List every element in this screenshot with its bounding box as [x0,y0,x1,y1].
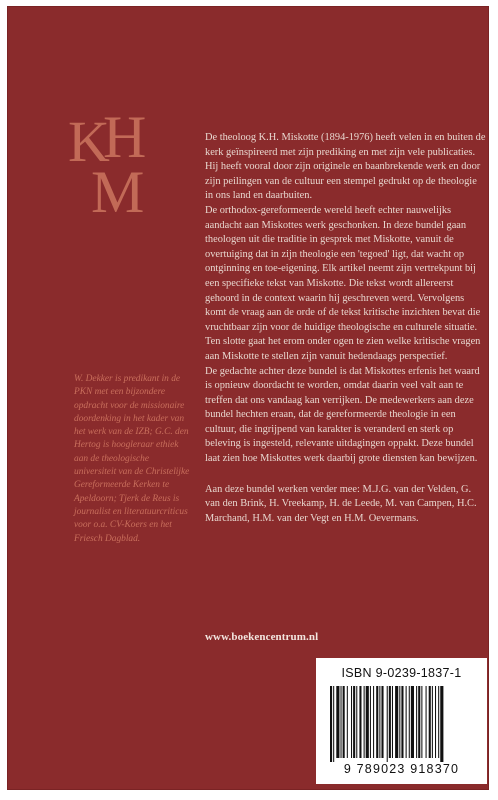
isbn-label: ISBN 9-0239-1837-1 [341,666,462,680]
barcode-digits: 9 789023 918370 [343,762,460,776]
blurb-paragraph-2: De orthodox-gereformeerde wereld heeft echter nauwelijks aandacht aan Miskottes werk geschonken. In deze bundel gaan theologen uit die traditie in gesprek met Miskotte, vanuit de overtuiging dat in zijn theologie een 'tegoed' ligt, dat wacht op ontginning en toe-eigening. Elk artikel neemt zijn vertrekpunt bij een specifieke tekst van Miskotte. Die tekst wordt allereerst gehoord in de context waarin hij geschreven werd. Vervolgens komt de vraag aan de orde of de tekst kritische inzichten bevat die vruchtbaar zijn voor de huidige theologische en culturele situatie. Ten slotte gaat het erom onder ogen te zien welke kritische vragen aan Miskotte te stellen zijn vanuit hedendaags perspectief. [205,204,481,362]
author-info [74,373,192,546]
publisher-website: www.boekencentrum.nl [205,631,319,643]
monogram-letter-h: H [103,104,147,170]
contributors-paragraph: Aan deze bundel werken verder mee: M.J.G. van der Velden, G. van den Brink, H. Vreekamp, H. de Leede, M. van Campen, H.C. Marchand, H.M. van der Vegt en H.M. Oevermans. [205,483,477,524]
barcode-icon [328,686,476,762]
blurb-paragraph-3: De gedachte achter deze bundel is dat Miskottes erfenis het waard is opnieuw doordacht te worden, omdat daarin veel valt aan te treffen dat ons vandaag kan verrijken. De medewerkers aan deze bundel hechten eraan, dat de gereformeerde theologie in een cultuur, die ingrijpend van karakter is veranderd en sterk op beleving is ingesteld, relevante uitdagingen oppakt. Deze bundel laat zien hoe Miskottes werk daarbij grote diensten kan bewijzen. [205,365,480,465]
blurb-paragraph-1: De theoloog K.H. Miskotte (1894-1976) heeft velen in en buiten de kerk geïnspireerd met zijn prediking en met zijn vele publicaties. Hij heeft vooral door zijn originele en baanbrekende werk en door zijn peilingen van de cultuur een stempel gedrukt op de theologie in ons land en daarbuiten. [205,132,486,202]
monogram-letter-k: K [68,109,110,174]
blurb-text [205,131,487,526]
author-info-text: W. Dekker is predikant in de PKN met een bijzondere opdracht voor de missionaire doordenking in het kader van het werk van de IZB; G.C. den Hertog is hoogleraar ethiek aan de theologische universiteit van de Christelijke Gereformeerde Kerken te Apeldoorn; Tjerk de Reus is journalist en literatuurcriticus voor o.a. CV-Koers en het Friesch Dagblad. [74,374,190,544]
monogram-letter-m: M [91,159,145,225]
book-back-cover [8,7,488,789]
isbn-barcode-box [316,658,487,784]
